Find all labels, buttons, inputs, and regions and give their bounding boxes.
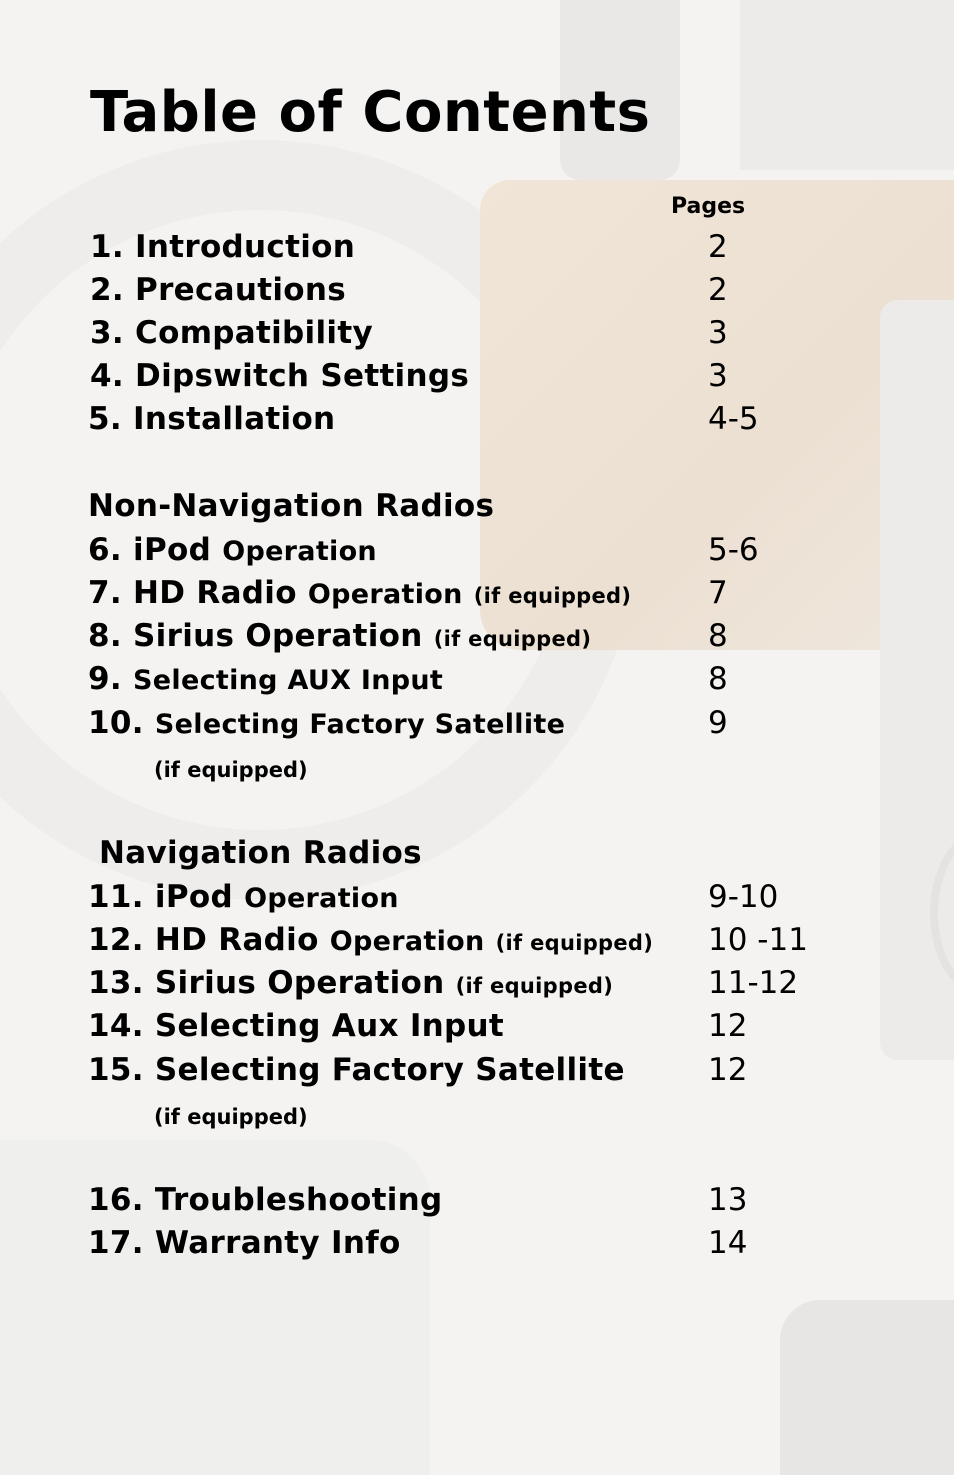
toc-entry [0,1182,954,1222]
entry-title: HD Radio [154,922,330,958]
toc-entry [0,315,954,355]
entry-note: (if equipped) [433,627,592,651]
toc-entry [0,358,954,398]
entry-title: HD Radio [133,575,308,611]
entry-title-part: Operation [222,536,377,567]
entry-title: Selecting Aux Input [154,1008,505,1044]
toc-entry [0,401,954,441]
toc-entry [0,965,954,1005]
entry-page: 14 [708,1225,748,1261]
entry-page: 4-5 [708,401,759,437]
entry-number: 5. [88,401,134,437]
entry-title: Dipswitch Settings [135,358,470,394]
entry-number: 16. [88,1182,155,1218]
entry-note: (if equipped) [154,758,308,782]
toc-entry [0,575,954,615]
toc-entry [0,879,954,919]
pages-column-header: Pages [671,194,746,219]
entry-title-part: Operation [307,579,463,610]
entry-title-part: Operation [329,926,485,957]
entry-page: 10 -11 [708,922,808,958]
entry-title: Selecting Factory Satellite [154,1052,625,1088]
entry-note: (if equipped) [473,584,632,608]
toc-entry [0,922,954,962]
entry-number: 7. [88,575,134,611]
toc-entry [0,661,954,701]
entry-page: 3 [708,315,728,351]
entry-title: Precautions [135,272,347,308]
entry-number: 10. [88,705,155,741]
entry-title: Installation [133,401,336,437]
toc-entry [0,618,954,658]
toc-entry [0,532,954,572]
entry-note: (if equipped) [455,974,614,998]
entry-note: (if equipped) [154,1105,308,1129]
entry-number: 2. [90,272,136,308]
entry-title: Introduction [135,229,356,265]
entry-note: (if equipped) [495,931,654,955]
entry-page: 9-10 [708,879,779,915]
entry-page: 8 [708,618,728,654]
entry-page: 3 [708,358,728,394]
page-title: Table of Contents [90,80,651,145]
toc-entry [0,229,954,269]
entry-page: 5-6 [708,532,759,568]
entry-page: 13 [708,1182,748,1218]
entry-number: 1. [90,229,136,265]
entry-number: 14. [88,1008,155,1044]
toc-entry [0,705,954,745]
entry-title: Sirius Operation [133,618,423,654]
entry-page: 2 [708,229,728,265]
entry-number: 13. [88,965,155,1001]
entry-page: 11-12 [708,965,799,1001]
entry-title: iPod [133,532,223,568]
entry-title: Selecting Factory Satellite [154,709,566,740]
entry-page: 12 [708,1008,748,1044]
entry-number: 6. [88,532,134,568]
toc-entry [0,1008,954,1048]
entry-number: 4. [90,358,136,394]
entry-number: 11. [88,879,155,915]
entry-number: 8. [88,618,134,654]
section-heading-non-navigation: Non-Navigation Radios [88,488,495,524]
entry-page: 12 [708,1052,748,1088]
toc-entry [0,272,954,312]
entry-number: 12. [88,922,155,958]
entry-page: 8 [708,661,728,697]
entry-title-part: Operation [244,883,399,914]
entry-title: Compatibility [135,315,373,351]
entry-number: 3. [90,315,136,351]
entry-title: Troubleshooting [154,1182,443,1218]
entry-title: iPod [154,879,245,915]
entry-number: 9. [88,661,134,697]
entry-page: 9 [708,705,728,741]
entry-page: 2 [708,272,728,308]
entry-title: Selecting AUX Input [133,665,444,696]
entry-number: 17. [88,1225,155,1261]
section-heading-navigation: Navigation Radios [99,835,422,871]
entry-number: 15. [88,1052,155,1088]
entry-title: Sirius Operation [154,965,445,1001]
entry-page: 7 [708,575,728,611]
toc-entry [0,1052,954,1092]
toc-entry [0,1225,954,1265]
entry-title: Warranty Info [154,1225,401,1261]
